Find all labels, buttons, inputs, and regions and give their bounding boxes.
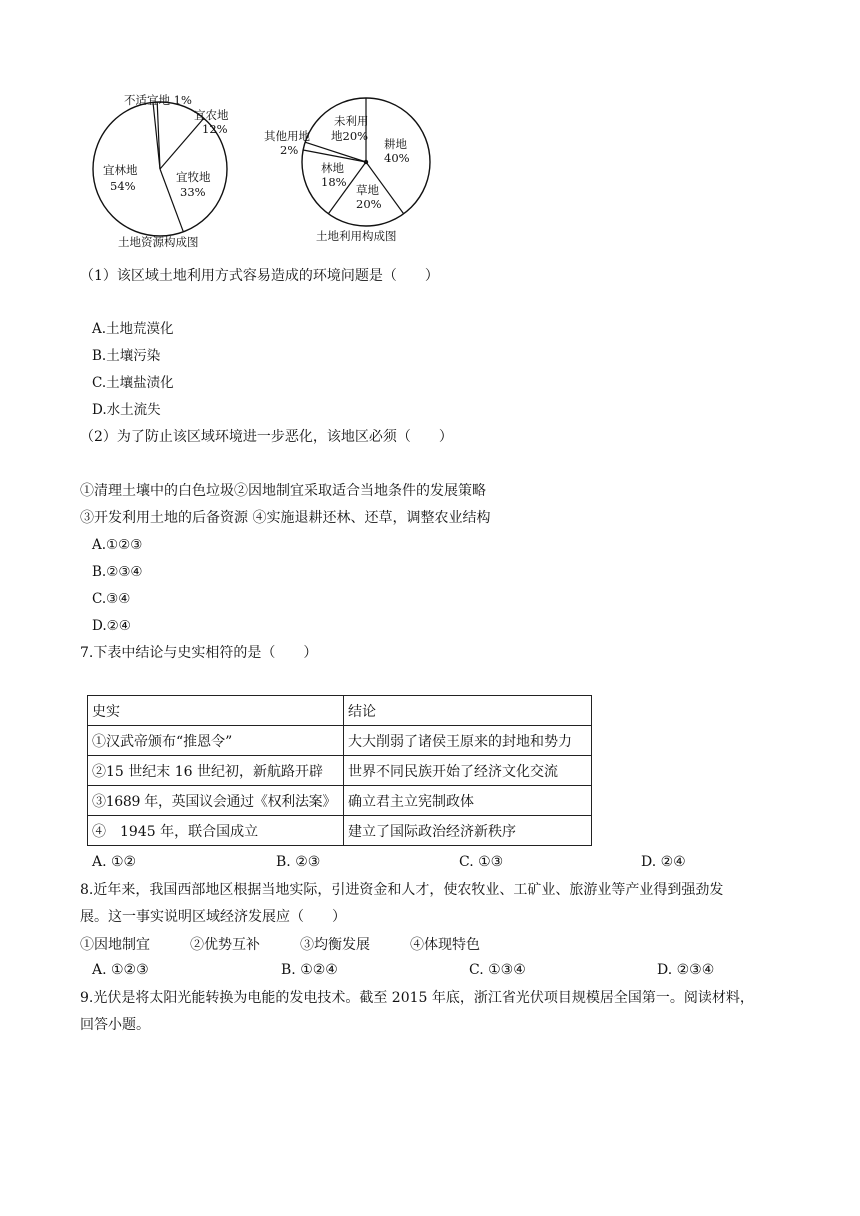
label-forest-pct: 54% xyxy=(110,179,136,193)
q8-option-a[interactable]: A. ①②③ xyxy=(92,962,149,978)
header-conclusion: 结论 xyxy=(344,696,592,726)
q8-item-3: ③均衡发展 xyxy=(300,937,370,953)
q6-sub2-statements-2: ③开发利用土地的后备资源 ④实施退耕还林、还草，调整农业结构 xyxy=(80,510,491,526)
resource-chart-title: 土地资源构成图 xyxy=(118,235,199,249)
fact-cell: ④ 1945 年，联合国成立 xyxy=(88,816,344,846)
label-unused-2: 地20% xyxy=(331,129,369,143)
table-row xyxy=(88,816,592,846)
label-pasture-pct: 33% xyxy=(180,185,206,199)
label-grass: 草地 xyxy=(356,183,379,197)
label-forest: 宜林地 xyxy=(103,163,138,177)
q7-option-d[interactable]: D. ②④ xyxy=(641,854,686,870)
q7-option-c[interactable]: C. ①③ xyxy=(459,854,504,870)
q8-option-b[interactable]: B. ①②④ xyxy=(281,962,338,978)
pie-charts-svg xyxy=(80,84,440,254)
q8-option-d[interactable]: D. ②③④ xyxy=(657,962,715,978)
q6-sub2-option-c[interactable]: C.③④ xyxy=(92,591,131,607)
label-cultivated-pct: 40% xyxy=(384,151,410,165)
q6-sub1-option-c[interactable]: C.土壤盐渍化 xyxy=(92,375,174,391)
conclusion-cell: 大大削弱了诸侯王原来的封地和势力 xyxy=(344,726,592,756)
slice-boundary-pasture xyxy=(160,118,204,169)
q8-item-2: ②优势互补 xyxy=(190,937,260,953)
q6-sub2-option-d[interactable]: D.②④ xyxy=(92,618,131,634)
q6-sub1-option-b[interactable]: B.土壤污染 xyxy=(92,348,161,364)
fact-cell: ③1689 年，英国议会通过《权利法案》 xyxy=(88,786,344,816)
pie-charts xyxy=(80,84,440,254)
label-pasture: 宜牧地 xyxy=(176,170,211,184)
label-grass-pct: 20% xyxy=(356,197,382,211)
q7-option-b[interactable]: B. ②③ xyxy=(276,854,321,870)
q8-item-1: ①因地制宜 xyxy=(80,937,150,953)
q6-sub1-option-d[interactable]: D.水土流失 xyxy=(92,402,161,418)
table-row xyxy=(88,726,592,756)
label-farm-pct: 12% xyxy=(202,122,228,136)
q6-sub1-stem: （1）该区域土地利用方式容易造成的环境问题是（ ） xyxy=(80,268,439,284)
q8-stem-2: 展。这一事实说明区域经济发展应（ ） xyxy=(80,909,346,925)
table-row xyxy=(88,786,592,816)
label-use-forest-pct: 18% xyxy=(321,175,347,189)
use-chart-title: 土地利用构成图 xyxy=(316,229,397,243)
q7-option-a[interactable]: A. ①② xyxy=(92,854,137,870)
q9-stem-1: 9.光伏是将太阳光能转换为电能的发电技术。截至 2015 年底，浙江省光伏项目规模居全国第一。阅读材料， xyxy=(80,990,754,1006)
q6-sub2-option-b[interactable]: B.②③④ xyxy=(92,564,143,580)
label-cultivated: 耕地 xyxy=(384,137,407,151)
label-other: 其他用地 xyxy=(264,129,310,143)
conclusion-cell: 建立了国际政治经济新秩序 xyxy=(344,816,592,846)
q8-item-4: ④体现特色 xyxy=(410,937,480,953)
table-row xyxy=(88,756,592,786)
q6-sub1-option-a[interactable]: A.土地荒漠化 xyxy=(92,321,174,337)
q8-stem-1: 8.近年来，我国西部地区根据当地实际，引进资金和人才，使农牧业、工矿业、旅游业等产业得到强劲发 xyxy=(80,882,724,898)
label-other-pct: 2% xyxy=(280,143,299,157)
q8-option-c[interactable]: C. ①③④ xyxy=(469,962,526,978)
fact-cell: ②15 世纪末 16 世纪初，新航路开辟 xyxy=(88,756,344,786)
pie-center-dot xyxy=(364,160,368,164)
conclusion-cell: 确立君主立宪制政体 xyxy=(344,786,592,816)
q6-sub2-stem: （2）为了防止该区域环境进一步恶化，该地区必须（ ） xyxy=(80,429,453,445)
table-header-row xyxy=(88,696,592,726)
label-unused: 未利用 xyxy=(334,114,369,128)
q7-stem: 7.下表中结论与史实相符的是（ ） xyxy=(80,645,318,661)
header-fact: 史实 xyxy=(88,696,344,726)
label-use-forest: 林地 xyxy=(321,161,344,175)
conclusion-cell: 世界不同民族开始了经济文化交流 xyxy=(344,756,592,786)
label-farm: 宜农地 xyxy=(194,108,229,122)
q6-sub2-option-a[interactable]: A.①②③ xyxy=(92,537,143,553)
fact-cell: ①汉武帝颁布“推恩令” xyxy=(88,726,344,756)
q6-sub2-statements-1: ①清理土壤中的白色垃圾②因地制宜采取适合当地条件的发展策略 xyxy=(80,483,486,499)
q9-stem-2: 回答小题。 xyxy=(80,1017,150,1033)
label-unsuitable: 不适宜地 1% xyxy=(124,93,192,107)
q7-table xyxy=(87,695,592,846)
